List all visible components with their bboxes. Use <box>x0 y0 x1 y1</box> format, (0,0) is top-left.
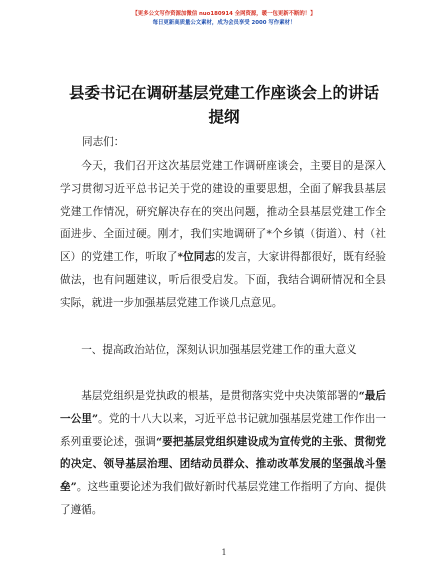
greeting: 同志们： <box>82 136 125 148</box>
para1-text-a: 今天，我们召开这次基层党建工作调研座谈会，主要目的是深入学习贯彻习近平总书记关于党的建设的重要思想，全面了解我县基层党建工作情况，研究解决存在的突出问题，推动全县基层党建工作全面进步、全面过硬。刚才，我们实地调研了*个乡镇（街道）、村（社区）的党建工作，听取了 <box>60 160 386 264</box>
title-line-1: 县委书记在调研基层党建工作座谈会上的讲话 <box>68 84 379 102</box>
para2-text-a: 基层党组织是党执政的根基，是贯彻落实党中央决策部署的 <box>81 390 359 402</box>
para2-text-c: 。党的十八大以来，习近平总书记就加强基层党建工作作出一系列重要论述，强调 <box>60 412 387 448</box>
para1-text-c: 的发言，大家讲得都很好，既有经验做法，也有问题建议，听后很受启发。下面，我结合调研情况和全县实际，就进一步加强基层党建工作谈几点意见。 <box>60 251 387 309</box>
document-title <box>40 81 408 129</box>
section-heading-1 <box>60 339 386 362</box>
para2-bold-1: “最后一公里” <box>60 390 387 425</box>
page-number: 1 <box>221 548 227 557</box>
promo-line-1: 【更多公文写作资源加微信 nuo180914 全网资源，暖一包更新不断的！】 <box>132 11 316 17</box>
paragraph-1 <box>60 155 386 315</box>
title-line-2: 提纲 <box>208 108 240 126</box>
promo-line-2: 每日更新高质量公文素材，成为会员享受 2000 写作素材！ <box>152 20 296 26</box>
para2-bold-2: “要把基层党组织建设成为宣传党的主张、贯彻党的决定、领导基层治理、团结动员群众、推动改革发展的坚强战斗堡垒” <box>60 435 387 494</box>
heading-1-text: 一、提高政治站位，深刻认识加强基层党建工作的重大意义 <box>81 344 357 356</box>
para1-bold: *位同志 <box>177 251 216 264</box>
promo-banner <box>0 10 448 28</box>
paragraph-2 <box>60 385 386 522</box>
para2-text-e: 。这些重要论述为我们做好新时代基层党建工作指明了方向、提供了遵循。 <box>60 481 387 516</box>
